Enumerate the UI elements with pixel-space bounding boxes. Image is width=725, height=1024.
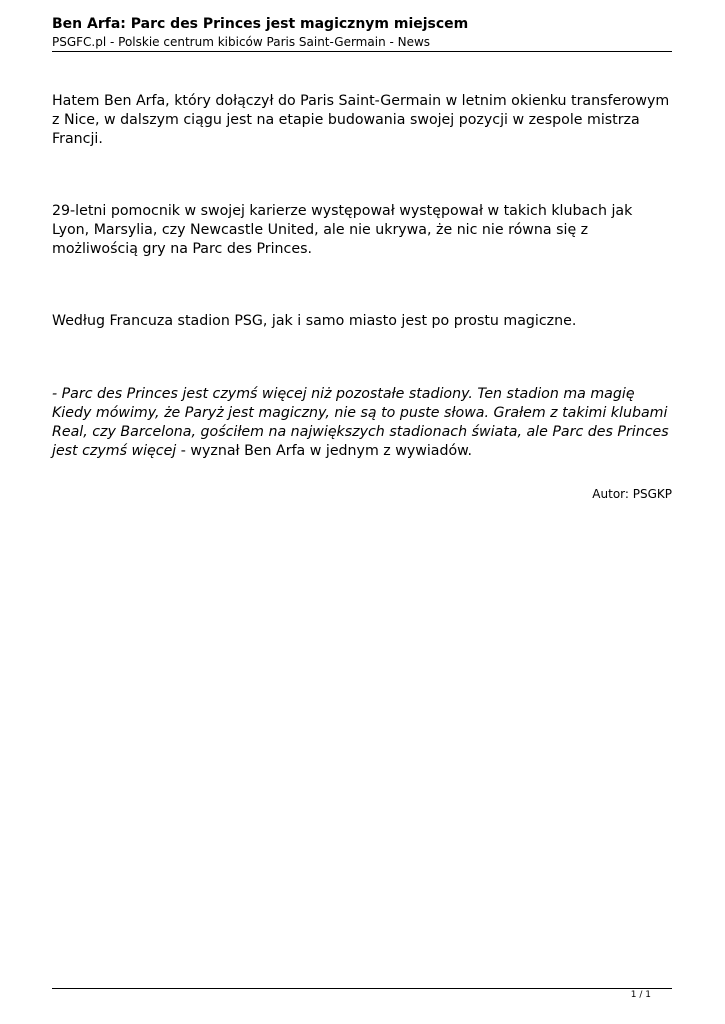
article-paragraph-1: Hatem Ben Arfa, który dołączył do Paris Saint-Germain w letnim okienku transferowym z Nice, w dalszym ciągu jest na etapie budowania swojej pozycji w zespole mistrza Francji. [52, 93, 670, 147]
footer-divider [52, 988, 672, 989]
document-header [52, 15, 672, 50]
site-subtitle: PSGFC.pl - Polskie centrum kibiców Paris Saint-Germain - News [52, 35, 431, 49]
quote-attribution: - wyznał Ben Arfa w jednym z wywiadów. [176, 443, 472, 459]
article-paragraph-2: 29-letni pomocnik w swojej karierze występował występował w takich klubach jak Lyon, Marsylia, czy Newcastle United, ale nie ukrywa, że nic nie równa się z możliwością gry na Parc des Princes. [52, 203, 633, 257]
page-number: 1 / 1 [630, 990, 651, 1000]
quote-text: - Parc des Princes jest czymś więcej niż pozostałe stadiony. Ten stadion ma magię Kiedy mówimy, że Paryż jest magiczny, nie są to puste słowa. Grałem z takimi klubami Real, czy Barcelona, gościłem na największych stadionach świata, ale Parc des Princes jest czymś więcej [52, 386, 669, 459]
article-paragraph-3: Według Francuza stadion PSG, jak i samo miasto jest po prostu magiczne. [52, 313, 577, 329]
header-divider [52, 51, 672, 52]
article-quote-paragraph [52, 385, 672, 461]
author-credit: Autor: PSGKP [592, 487, 672, 501]
article-title: Ben Arfa: Parc des Princes jest magicznym miejscem [52, 16, 469, 32]
